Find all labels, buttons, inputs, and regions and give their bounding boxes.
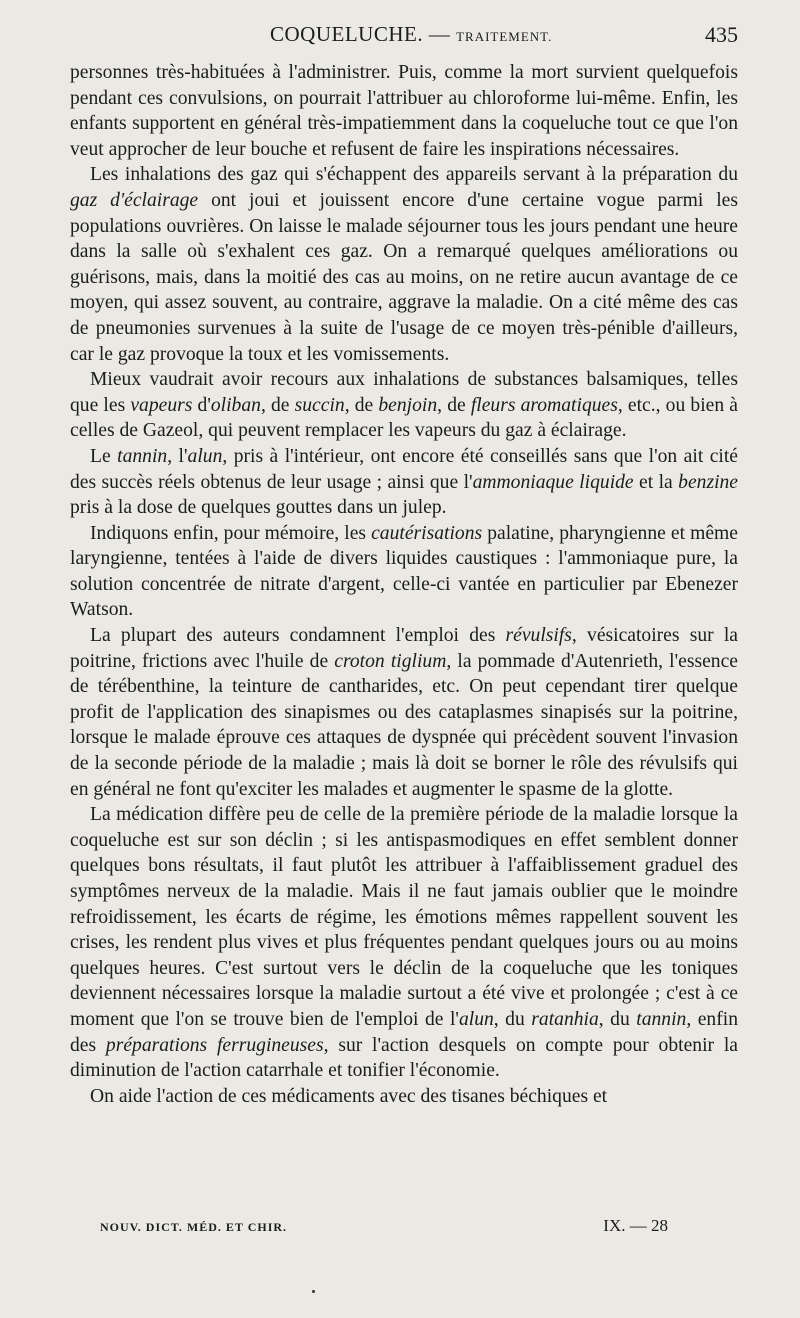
italic-term: gaz d'éclairage <box>70 189 199 211</box>
italic-term: fleurs aromatiques <box>470 394 618 416</box>
italic-term: vapeurs <box>130 394 193 416</box>
footer-volume-sheet: IX. — 28 <box>603 1216 668 1235</box>
italic-term: tannin <box>636 1008 687 1030</box>
italic-term: préparations ferrugineuses <box>105 1034 324 1056</box>
italic-term: ratanhia <box>531 1008 599 1030</box>
paragraph: La plupart des auteurs condamnent l'emploi des révulsifs, vésicatoires sur la poitrine, frictions avec l'huile de croton tiglium, la pommade d'Autenrieth, l'essence de térébenthine, la teinture de cantharides, etc. On peut cependant tirer quelque profit de l'application des sinapismes ou des cataplasmes sinapisés sur la poitrine, lorsque le malade éprouve ces attaques de dyspnée qui précèdent souvent l'invasion de la seconde période de la maladie ; mais là doit se borner le rôle des révulsifs qui en général ne font qu'exciter les malades et augmenter le spasme de la glotte. <box>70 625 738 800</box>
body-text <box>70 60 738 1109</box>
running-title <box>270 22 552 47</box>
header-dash: — <box>428 22 451 46</box>
header-subtitle: TRAITEMENT. <box>456 29 553 44</box>
italic-term: croton tiglium <box>334 650 447 672</box>
italic-term: oliban <box>210 394 261 416</box>
italic-term: tannin <box>117 445 168 467</box>
paragraph: Les inhalations des gaz qui s'échappent des appareils servant à la préparation du gaz d'éclairage ont joui et jouissent encore d'une certaine vogue parmi les populations ouvrières. On laisse le malade séjourner tous les jours pendant une heure dans la salle où s'exhalent ces gaz. On a remarqué quelques améliorations ou guérisons, mais, dans la moitié des cas au moins, on ne retire aucun avantage de ce moyen, qui assez souvent, au contraire, aggrave la maladie. On a cité même des cas de pneumonies survenues à la suite de l'usage de ce moyen très-pénible d'ailleurs, car le gaz provoque la toux et les vomissements. <box>70 164 738 365</box>
running-header <box>70 22 738 48</box>
italic-term: succin <box>294 394 345 416</box>
ink-speck <box>312 1290 315 1293</box>
italic-term: benzine <box>678 471 739 493</box>
paragraph: personnes très-habituées à l'administrer. Puis, comme la mort survient quelquefois pendant ces convulsions, on pourrait l'attribuer au chloroforme lui-même. Enfin, les enfants supportent en général très-impatiemment dans la coqueluche tout ce que l'on veut approcher de leur bouche et refusent de faire les inspirations nécessaires. <box>70 62 738 160</box>
italic-term: alun <box>458 1008 494 1030</box>
paragraph: Mieux vaudrait avoir recours aux inhalations de substances balsamiques, telles que les vapeurs d'oliban, de succin, de benjoin, de fleurs aromatiques, etc., ou bien à celles de Gazeol, qui peuvent remplacer les vapeurs du gaz à éclairage. <box>70 369 738 442</box>
paragraph: On aide l'action de ces médicaments avec des tisanes béchiques et <box>90 1085 608 1107</box>
italic-term: alun <box>187 445 223 467</box>
paragraph: Indiquons enfin, pour mémoire, les cautérisations palatine, pharyngienne et même laryngienne, tentées à l'aide de divers liquides caustiques : l'ammoniaque pure, la solution concentrée de nitrate d'argent, celle-ci vantée en particulier par Ebenezer Watson. <box>70 522 738 621</box>
paragraph: La médication diffère peu de celle de la première période de la maladie lorsque la coqueluche est sur son déclin ; si les antispasmodiques en effet semblent donner quelques bons résultats, il faut plutôt les attribuer à l'affaiblissement graduel des symptômes nerveux de la maladie. Mais il ne faut jamais oublier que le moindre refroidissement, les écarts de régime, les émotions mêmes rappellent souvent les crises, les rendent plus vives et plus fréquentes pendant quelques jours ou au moins quelques heures. C'est surtout vers le déclin de la coqueluche que les toniques deviennent nécessaires lorsque la maladie surtout a été vive et prolongée ; c'est à ce moment que l'on se trouve bien de l'emploi de l'alun, du ratanhia, du tannin, enfin des préparations ferrugineuses, sur l'action desquels on compte pour obtenir la diminution de l'action catarrhale et tonifier l'économie. <box>70 804 738 1082</box>
header-title: COQUELUCHE. <box>270 22 424 46</box>
page-number: 435 <box>705 22 738 47</box>
footer-signature: NOUV. DICT. MÉD. ET CHIR. <box>100 1220 288 1234</box>
paragraph: Le tannin, l'alun, pris à l'intérieur, ont encore été conseillés sans que l'on ait cité des succès réels obtenus de leur usage ; ainsi que l'ammoniaque liquide et la benzine pris à la dose de quelques gouttes dans un julep. <box>70 445 739 519</box>
italic-term: révulsifs <box>505 625 572 647</box>
italic-term: ammoniaque liquide <box>472 471 634 493</box>
italic-term: cautérisations <box>371 522 483 544</box>
page-footer <box>100 1216 668 1238</box>
italic-term: benjoin <box>378 394 438 416</box>
